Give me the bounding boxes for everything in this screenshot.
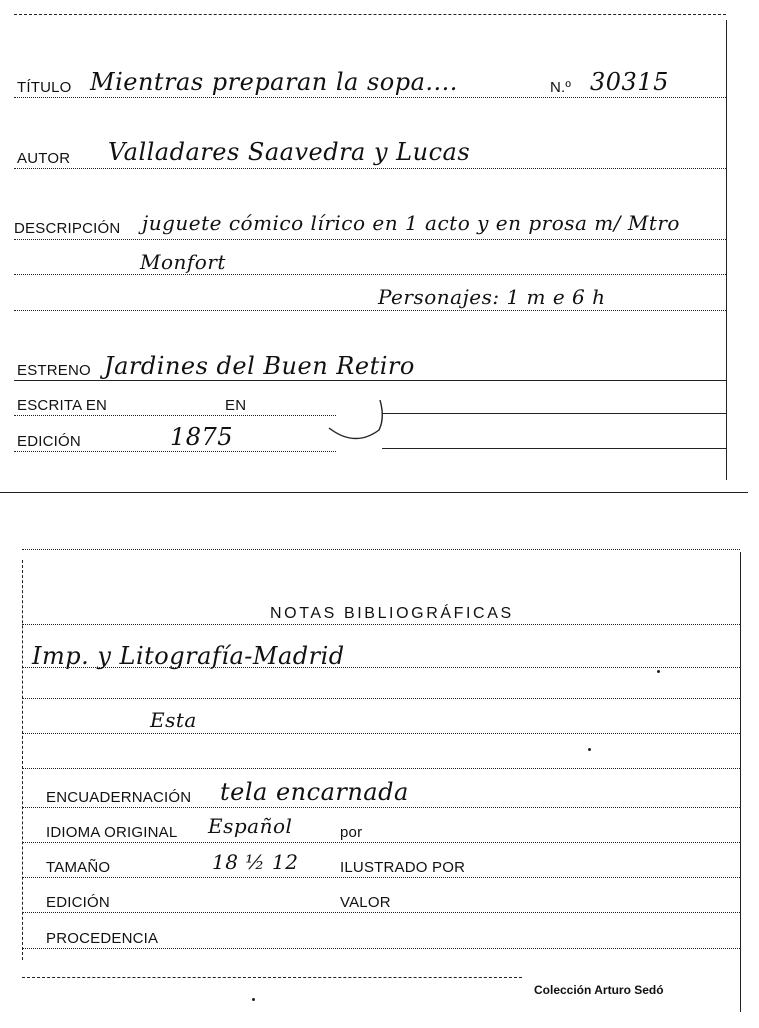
back-right-edge bbox=[740, 552, 741, 1012]
descripcion-line-3 bbox=[14, 310, 726, 311]
escrita-en-label: ESCRITA EN bbox=[17, 397, 108, 414]
card-separator bbox=[0, 492, 748, 493]
back-bottom-line bbox=[22, 977, 522, 978]
escrita-en-line-right bbox=[382, 413, 726, 414]
autor-label: AUTOR bbox=[17, 150, 71, 167]
scan-speck bbox=[588, 748, 591, 751]
estreno-value: Jardines del Buen Retiro bbox=[104, 352, 415, 380]
notas-line-1 bbox=[22, 667, 740, 668]
procedencia-line bbox=[22, 948, 740, 949]
back-edicion-label: EDICIÓN bbox=[46, 894, 110, 911]
encuadernacion-line bbox=[22, 807, 740, 808]
idioma-line bbox=[22, 842, 740, 843]
autor-value: Valladares Saavedra y Lucas bbox=[108, 138, 471, 166]
edicion-value: 1875 bbox=[170, 423, 234, 451]
estreno-line bbox=[14, 380, 726, 381]
numero-value: 30315 bbox=[590, 68, 669, 96]
notas-line-3 bbox=[22, 733, 740, 734]
punch-hole-mark bbox=[325, 396, 389, 446]
descripcion-line2: Monfort bbox=[140, 250, 226, 274]
notes-line2: Esta bbox=[150, 708, 197, 732]
autor-line bbox=[14, 168, 726, 169]
front-right-edge bbox=[726, 20, 727, 480]
descripcion-label: DESCRIPCIÓN bbox=[14, 220, 121, 237]
edicion-back-line bbox=[22, 912, 740, 913]
notas-line-4 bbox=[22, 768, 740, 769]
ilustrado-label: ILUSTRADO POR bbox=[340, 859, 466, 876]
back-left-edge bbox=[22, 560, 23, 960]
scan-speck bbox=[657, 670, 660, 673]
descripcion-line-2 bbox=[14, 274, 726, 275]
edicion-label: EDICIÓN bbox=[17, 433, 81, 450]
descripcion-line-1 bbox=[14, 239, 726, 240]
tamano-line bbox=[22, 877, 740, 878]
notes-line1: Imp. y Litografía-Madrid bbox=[32, 642, 345, 670]
en-label: EN bbox=[225, 397, 247, 414]
descripcion-line3: Personajes: 1 m e 6 h bbox=[378, 285, 606, 309]
titulo-value: Mientras preparan la sopa.... bbox=[90, 68, 458, 96]
estreno-label: ESTRENO bbox=[17, 362, 91, 379]
titulo-line bbox=[14, 97, 726, 98]
notas-line-0 bbox=[22, 624, 740, 625]
scan-speck bbox=[252, 998, 255, 1001]
edicion-line-left bbox=[14, 451, 336, 452]
titulo-label: TÍTULO bbox=[17, 79, 72, 96]
tamano-value: 18 ½ 12 bbox=[212, 850, 299, 874]
numero-label: N.º bbox=[550, 79, 572, 96]
idioma-value: Español bbox=[208, 814, 293, 838]
escrita-en-line-left bbox=[14, 415, 336, 416]
back-top-border bbox=[22, 549, 740, 550]
valor-label: VALOR bbox=[340, 894, 391, 911]
notas-heading: NOTAS BIBLIOGRÁFICAS bbox=[270, 605, 514, 622]
tamano-label: TAMAÑO bbox=[46, 859, 111, 876]
descripcion-line1: juguete cómico lírico en 1 acto y en prosa m/ Mtro bbox=[142, 211, 680, 235]
encuadernacion-label: ENCUADERNACIÓN bbox=[46, 789, 192, 806]
top-border-line bbox=[14, 14, 726, 15]
por-label: por bbox=[340, 824, 363, 841]
notas-line-2 bbox=[22, 698, 740, 699]
procedencia-label: PROCEDENCIA bbox=[46, 930, 159, 947]
idioma-label: IDIOMA ORIGINAL bbox=[46, 824, 178, 841]
encuadernacion-value: tela encarnada bbox=[220, 778, 409, 806]
edicion-line-right bbox=[382, 448, 726, 449]
collection-credit: Colección Arturo Sedó bbox=[534, 983, 664, 997]
